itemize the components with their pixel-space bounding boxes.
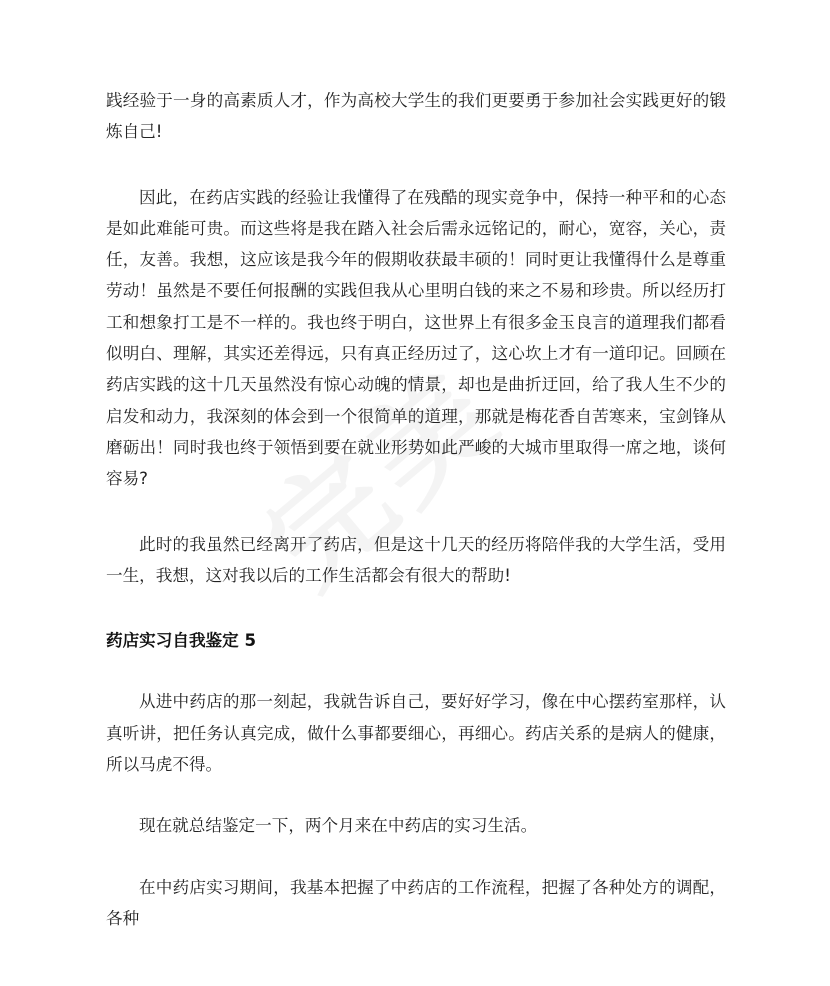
- paragraph: 现在就总结鉴定一下，两个月来在中药店的实习生活。: [139, 816, 538, 836]
- paragraph: 从进中药店的那一刻起，我就告诉自己，要好好学习，像在中心摆药室那样，认真听讲，把任务认真完成，做什么事都要细心，再细心。药店关系的是病人的健康，所以马虎不得。: [106, 692, 726, 775]
- document-body: [106, 85, 726, 934]
- section-heading: 药店实习自我鉴定 5: [106, 631, 257, 651]
- paragraph: 因此，在药店实践的经验让我懂得了在残酷的现实竞争中，保持一种平和的心态是如此难能可贵。而这些将是我在踏入社会后需永远铭记的，耐心，宽容，关心，责任，友善。我想，这应该是我今年的假期收获最丰硕的！同时更让我懂得什么是尊重劳动！虽然是不要任何报酬的实践但我从心里明白钱的来之不易和珍贵。所以经历打工和想象打工是不一样的。我也终于明白，这世界上有很多金玉良言的道理我们都看似明白、理解，其实还差得远，只有真正经历过了，这心坎上才有一道印记。回顾在药店实践的这十几天虽然没有惊心动魄的情景，却也是曲折迂回，给了我人生不少的启发和动力，我深刻的体会到一个很简单的道理，那就是梅花香自苦寒来，宝剑锋从磨砺出！同时我也终于领悟到要在就业形势如此严峻的大城市里取得一席之地，谈何容易?: [106, 187, 726, 489]
- paragraph-spacer: [106, 148, 726, 182]
- paragraph-spacer: [106, 842, 726, 872]
- paragraph: 此时的我虽然已经离开了药店，但是这十几天的经历将陪伴我的大学生活，受用一生，我想，这对我以后的工作生活都会有很大的帮助!: [106, 534, 726, 585]
- paragraph-spacer: [106, 591, 726, 625]
- paragraph-spacer: [106, 656, 726, 686]
- paragraph-spacer: [106, 780, 726, 810]
- paragraph-spacer: [106, 495, 726, 529]
- paragraph: 在中药店实习期间，我基本把握了中药店的工作流程，把握了各种处方的调配，各种: [106, 877, 726, 928]
- paragraph: 践经验于一身的高素质人才，作为高校大学生的我们更要勇于参加社会实践更好的锻炼自己!: [106, 91, 726, 142]
